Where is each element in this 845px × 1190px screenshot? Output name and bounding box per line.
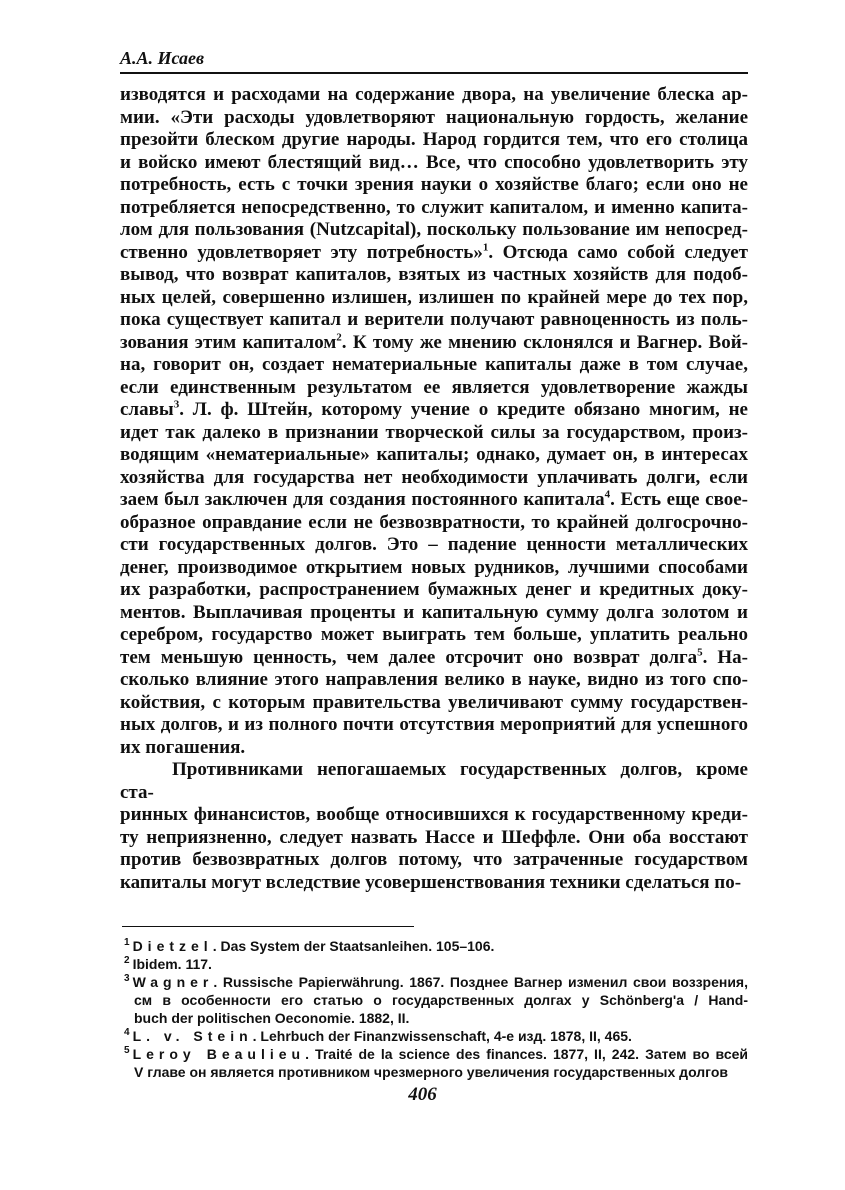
footnote-line — [124, 937, 748, 955]
text-line — [120, 489, 748, 512]
running-header — [120, 48, 748, 74]
footnote-ref: 4 — [604, 488, 611, 501]
footnote-author: Leroy Beaulieu — [132, 1046, 306, 1062]
text-span: . На- — [702, 646, 748, 668]
text-line: на, говорит он, создает нематериальные капиталы даже в том случае, — [120, 354, 748, 375]
text-line: сти государственных долгов. Это – падение ценности металлических — [120, 534, 748, 555]
text-span: тем меньшую ценность, чем далее отсрочит оно возврат долга — [120, 646, 698, 668]
text-span: . К тому же мнению склонялся и Вагнер. Вой- — [341, 331, 748, 353]
text-line: мии. «Эти расходы удовлетворяют национальную гордость, желание — [120, 106, 748, 128]
footnote-ref: 5 — [697, 646, 703, 659]
footnote-line — [124, 991, 748, 1009]
footnote-line — [124, 1045, 748, 1063]
footnote-text: . Russische Papierwährung. 1867. Позднее Вагнер изменил свои воззрения, — [213, 974, 748, 990]
text-line: койствия, с которым правительства увеличивают сумму государствен- — [120, 691, 748, 713]
text-span: . Л. ф. Штейн, которому учение о кредите обязано многим, не — [179, 399, 748, 420]
footnote-number: 5 — [124, 1045, 130, 1057]
text-line: ных целей, совершенно излишен, излишен по крайней мере до тех пор, — [120, 286, 748, 308]
text-line: образное оправдание если не безвозвратности, то крайней долгосрочно- — [120, 511, 748, 533]
footnote-text: . Traité de la science des finances. 1877, II, 242. Затем во всей — [305, 1046, 748, 1062]
footnote-ref: 3 — [173, 398, 180, 411]
text-line — [120, 647, 748, 670]
text-line: хозяйства для государства нет необходимости уплачивать долги, если — [120, 466, 748, 488]
footnote-line — [124, 955, 748, 973]
text-line: ных долгов, и из полного почти отсутствия мероприятий для успешного — [120, 714, 748, 735]
footnote-line — [124, 973, 748, 991]
footnote-number: 4 — [124, 1027, 130, 1039]
footnote-line — [124, 1009, 748, 1027]
paragraph-2 — [120, 759, 748, 894]
footnote-text: buch der politischen Oeconomie. 1882, II. — [134, 1010, 410, 1026]
text-line: идет так далеко в признании творческой силы за государством, произ- — [120, 421, 748, 443]
main-text — [120, 84, 748, 894]
footnote-line — [124, 1063, 748, 1081]
text-line: ментов. Выплачивая проценты и капитальную сумму долга золотом и — [120, 601, 748, 623]
footnote-author: Wagner — [132, 974, 214, 990]
footnote-number: 3 — [124, 973, 130, 985]
text-line — [120, 242, 748, 265]
text-span: . Есть еще свое- — [610, 489, 749, 510]
text-line: сколько влияние этого направления велико в науке, видно из того спо- — [120, 669, 748, 690]
text-span: ственно удовлетворяет эту потребность» — [120, 241, 483, 263]
footnote-text: . Das System der Staatsanleihen. 105–106. — [212, 938, 495, 954]
text-line: потребность, есть с точки зрения науки о хозяйстве благо; если оно не — [120, 174, 748, 195]
text-line: серебром, государство может выиграть тем больше, уплатить реально — [120, 624, 748, 645]
footnote-number: 2 — [124, 955, 130, 967]
text-line: капиталы могут вследствие усовершенствования техники сделаться по- — [120, 871, 742, 893]
text-line: вывод, что возврат капиталов, взятых из частных хозяйств для подоб- — [120, 264, 748, 285]
text-line: если единственным результатом ее является удовлетворение жажды — [120, 376, 748, 398]
text-line: их погашения. — [120, 736, 246, 758]
text-line: лом для пользования (Nutzcapital), поскольку пользование им непосред- — [120, 219, 748, 240]
footnote-author: Dietzel — [132, 938, 213, 954]
text-line: презойти блеском другие народы. Народ гордится тем, что его столица — [120, 129, 748, 150]
text-line — [120, 332, 748, 355]
text-line: изводятся и расходами на содержание двора, на увеличение блеска ар- — [120, 84, 748, 105]
text-line: потребляется непосредственно, то служит капиталом, и именно капита- — [120, 196, 748, 218]
footnote-text: . Lehrbuch der Finanzwissenschaft, 4-е изд. 1878, II, 465. — [252, 1028, 632, 1044]
text-span: славы — [120, 399, 174, 420]
footnote-text: Ibidem. 117. — [132, 956, 212, 972]
text-line: денег, производимое открытием новых рудников, лучшими способами — [120, 556, 748, 578]
footnote-text: см в особенности его статью о государственных долгах у Schönberg'a / Hand- — [134, 992, 748, 1008]
footnote-text: V главе он является противником чрезмерного увеличения государственных долгов — [134, 1064, 728, 1080]
text-line — [120, 399, 748, 422]
text-line: ринных финансистов, вообще относившихся к государственному креди- — [120, 804, 748, 825]
footnote-number: 1 — [124, 937, 130, 949]
footnote-divider — [122, 926, 414, 927]
footnote-ref: 2 — [336, 331, 342, 344]
text-span: заем был заключен для создания постоянного капитала — [120, 489, 605, 510]
text-span: . Отсюда само собой следует — [488, 241, 748, 263]
header-author: А.А. Исаев — [120, 48, 205, 68]
text-span: зования этим капиталом — [120, 331, 337, 353]
footnote-line — [124, 1027, 748, 1045]
text-line: против безвозвратных долгов потому, что затраченные государством — [120, 849, 748, 870]
text-line: пока существует капитал и верители получают равноценность из поль- — [120, 309, 748, 330]
footnote-author: L. v. Stein — [132, 1028, 253, 1044]
text-line: их разработки, распространением бумажных денег и кредитных доку- — [120, 579, 748, 600]
page-number: 406 — [408, 1084, 437, 1105]
text-line: и войско имеют блестящий вид… Все, что способно удовлетворить эту — [120, 151, 748, 173]
text-line: Противниками непогашаемых государственных долгов, кроме ста- — [120, 759, 748, 803]
text-line: водящим «нематериальные» капиталы; однако, думает он, в интересах — [120, 444, 748, 465]
footnote-ref: 1 — [482, 241, 489, 254]
paragraph-1 — [120, 84, 748, 759]
text-line: ту неприязненно, следует назвать Нассе и Шеффле. Они оба восстают — [120, 826, 748, 848]
footnotes — [124, 937, 748, 1081]
